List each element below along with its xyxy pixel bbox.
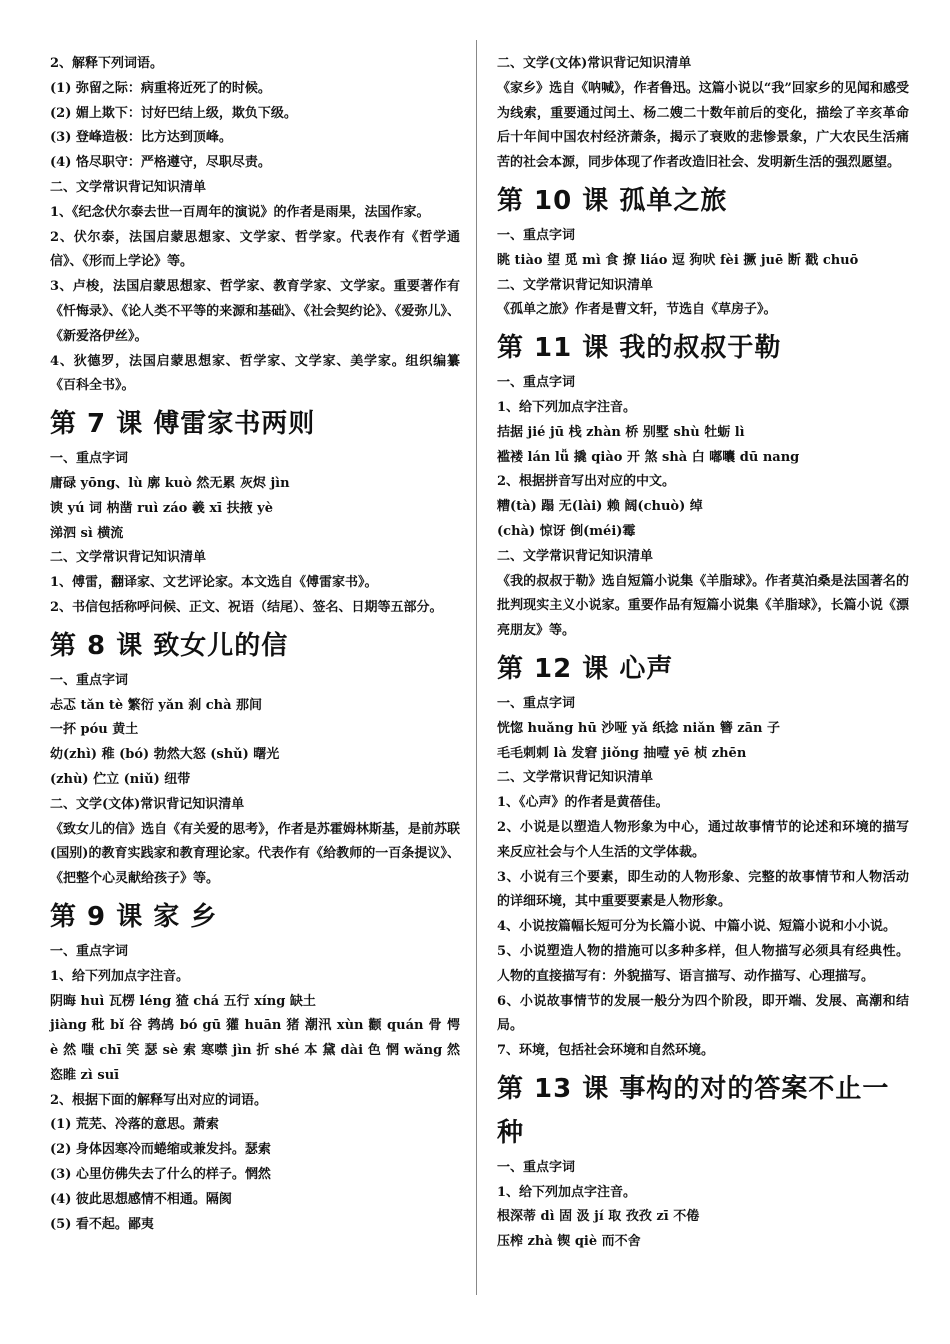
lesson-heading: 第 13 课 事构的对的答案不止一种 <box>497 1073 890 1148</box>
paragraph: 《我的叔叔于勒》选自短篇小说集《羊脂球》。作者莫泊桑是法国著名的批判现实主义小说家。重要作品有短篇小说集《羊脂球》，长篇小说《漂亮朋友》等。 <box>497 573 909 639</box>
text-line: 眺 tiào 望 觅 mì 食 撩 liáo 逗 狗吠 fèi 撅 juē 断 戳 chuō <box>497 252 859 268</box>
paragraph: 5、小说塑造人物的措施可以多种多样，但人物描写必须具有经典性。人物的直接描写有：外貌描写、语言描写、动作描写、心理描写。 <box>497 943 909 984</box>
text-line: 二、文学(文体)常识背记知识清单 <box>497 56 692 71</box>
text-line: 幼(zhì) 稚 (bó) 勃然大怒 (shǔ) 曙光 <box>50 747 280 763</box>
text-line: 二、文学常识背记知识清单 <box>50 179 207 195</box>
text-line: 二、文学常识背记知识清单 <box>497 548 654 564</box>
paragraph: 4、小说按篇幅长短可分为长篇小说、中篇小说、短篇小说和小小说。 <box>497 919 897 935</box>
paragraph: 2、伏尔泰，法国启蒙思想家、文学家、哲学家。代表作有《哲学通信》、《形而上学论》等。 <box>50 229 460 270</box>
text-line: 2、根据下面的解释写出对应的词语。 <box>50 1092 268 1108</box>
text-line: (2) 媚上欺下：讨好巴结上级，欺负下级。 <box>50 105 297 121</box>
text-line: (1) 荒芜、冷落的意思。萧索 <box>50 1117 219 1133</box>
lesson-heading: 第 10 课 孤单之旅 <box>497 185 728 216</box>
left-column <box>50 52 460 1237</box>
text-line: 1、给下列加点字注音。 <box>497 399 637 415</box>
text-line: (chà) 惊讶 倒(méi)霉 <box>497 523 636 539</box>
text-line: (3) 登峰造极：比方达到顶峰。 <box>50 130 232 146</box>
text-line: 压榨 zhà 锲 qiè 而不舍 <box>497 1234 641 1250</box>
paragraph: 2、小说是以塑造人物形象为中心，通过故事情节的论述和环境的描写来反应社会与个人生活的文学体裁。 <box>497 819 909 860</box>
text-line: 二、文学常识背记知识清单 <box>497 277 654 293</box>
text-line: 一、重点字词 <box>50 943 129 959</box>
text-line: (3) 心里仿佛失去了什么的样子。惘然 <box>50 1167 271 1183</box>
lesson-heading: 第 12 课 心声 <box>497 653 674 684</box>
text-line: 拮据 jié jū 栈 zhàn 桥 别墅 shù 牡蛎 lì <box>497 424 745 440</box>
text-line: (2) 身体因寒冷而蜷缩或兼发抖。瑟索 <box>50 1142 271 1158</box>
text-line: 一、重点字词 <box>50 672 129 688</box>
paragraph: 4、狄德罗，法国启蒙思想家、哲学家、文学家、美学家。组织编纂《百科全书》。 <box>50 353 460 394</box>
text-line: (4) 恪尽职守：严格遵守，尽职尽责。 <box>50 155 271 171</box>
text-line: 《孤单之旅》作者是曹文轩，节选自《草房子》。 <box>497 302 777 318</box>
lesson-heading: 第 9 课 家 乡 <box>50 901 218 932</box>
text-line: 恍惚 huǎng hū 沙哑 yǎ 纸捻 niǎn 簪 zān 子 <box>497 720 781 736</box>
text-line: 二、文学常识背记知识清单 <box>497 770 654 786</box>
text-line: 二、文学常识背记知识清单 <box>50 550 207 566</box>
text-line: 毛毛刺刺 là 发窘 jiǒng 抽噎 yē 桢 zhēn <box>497 745 747 761</box>
text-line: 一、重点字词 <box>497 375 576 391</box>
lesson-heading: 第 8 课 致女儿的信 <box>50 630 289 661</box>
text-line: 一、重点字词 <box>497 695 576 711</box>
text-line: 1、给下列加点字注音。 <box>50 968 190 984</box>
paragraph: 《致女儿的信》选自《有关爱的思考》，作者是苏霍姆林斯基，是前苏联(国别)的教育实践家和教育理论家。代表作有《给教师的一百条提议》、《把整个心灵献给孩子》等。 <box>50 821 460 887</box>
text-line: 庸碌 yōng、lù 廓 kuò 然无累 灰烬 jìn <box>50 475 290 491</box>
right-column <box>497 52 909 1255</box>
text-line: 阴晦 huì 瓦楞 léng 猹 chá 五行 xíng 缺土 <box>50 993 316 1009</box>
text-line: 2、根据拼音写出对应的中文。 <box>497 474 676 490</box>
text-line: 二、文学(文体)常识背记知识清单 <box>50 796 245 812</box>
lesson-heading: 第 7 课 傅雷家书两则 <box>50 409 316 440</box>
text-line: 褴褛 lán lǚ 撬 qiào 开 煞 shà 白 嘟囔 dū nang <box>497 449 800 465</box>
text-line: 1、给下列加点字注音。 <box>497 1184 637 1200</box>
text-line: 根深蒂 dì 固 汲 jí 取 孜孜 zī 不倦 <box>497 1209 700 1225</box>
text-line: (1) 弥留之际：病重将近死了的时候。 <box>50 80 271 96</box>
text-line: 一、重点字词 <box>50 451 129 467</box>
text-line: 忐忑 tǎn tè 繁衍 yǎn 刹 chà 那间 <box>50 697 263 713</box>
text-line: (zhù) 伫立 (niǔ) 纽带 <box>50 771 191 787</box>
paragraph: 1、《纪念伏尔泰去世一百周年的演说》的作者是雨果，法国作家。 <box>50 204 430 220</box>
paragraph: 3、小说有三个要素，即生动的人物形象、完整的故事情节和人物活动的详细环境，其中重要要素是人物形象。 <box>497 869 909 910</box>
paragraph: 6、小说故事情节的发展一般分为四个阶段，即开端、发展、高潮和结局。 <box>497 993 909 1034</box>
text-line: 一、重点字词 <box>497 1159 576 1175</box>
text-line: 1、《心声》的作者是黄蓓佳。 <box>497 795 669 811</box>
text-line: 一抔 póu 黄土 <box>50 722 139 738</box>
text-line: 一、重点字词 <box>497 227 576 243</box>
paragraph: 2、书信包括称呼问候、正文、祝语（结尾）、签名、日期等五部分。 <box>50 599 443 615</box>
text-line: 谀 yú 词 枘凿 ruì záo 羲 xī 扶掖 yè <box>50 500 273 516</box>
lesson-heading: 第 11 课 我的叔叔于勒 <box>497 333 782 364</box>
paragraph: jiàng 秕 bǐ 谷 鹁鸪 bó gū 獾 huān 猪 潮汛 xùn 颧 quán 骨 愕 è 然 嗤 chī 笑 瑟 sè 索 寒噤 jìn 折 shé 本 黛 dài 色 惘 wǎng 然 恣睢 zì suī <box>50 1018 460 1083</box>
paragraph: 3、卢梭，法国启蒙思想家、哲学家、教育学家、文学家。重要著作有《忏悔录》、《论人类不平等的来源和基础》、《社会契约论》、《爱弥儿》、《新爱洛伊丝》。 <box>50 279 460 344</box>
text-line: (4) 彼此思想感情不相通。隔阂 <box>50 1191 232 1207</box>
text-line: 1、傅雷，翻译家、文艺评论家。本文选自《傅雷家书》。 <box>50 575 378 591</box>
text-line: 2、解释下列词语。 <box>50 56 164 71</box>
column-divider <box>476 40 477 1295</box>
text-line: 7、环境，包括社会环境和自然环境。 <box>497 1043 715 1059</box>
text-line: (5) 看不起。鄙夷 <box>50 1216 154 1232</box>
paragraph: 《家乡》选自《呐喊》，作者鲁迅。这篇小说以“我”回家乡的见闻和感受为线索，重要通过闰土、杨二嫂二十数年前后的变化，描绘了辛亥革命后十年间中国农村经济萧条，揭示了衰败的悲惨景象，广大农民生活痛苦的社会本源，同步体现了作者改造旧社会、发明新生活的强烈愿望。 <box>497 80 909 171</box>
text-line: 涕泗 sì 横流 <box>50 525 124 541</box>
text-line: 糟(tà) 蹋 无(lài) 赖 阔(chuò) 绰 <box>497 499 703 515</box>
